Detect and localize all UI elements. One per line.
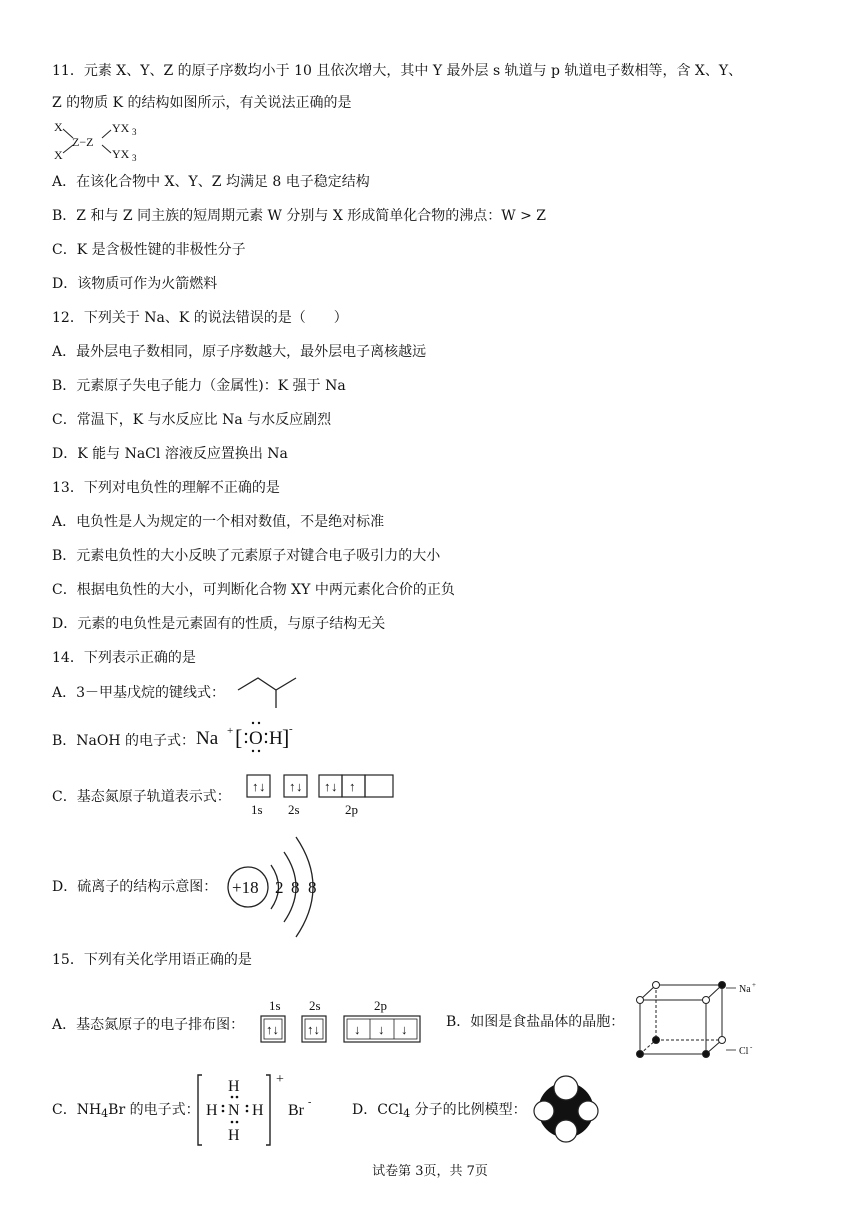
nh4-h-top: H — [228, 1078, 240, 1095]
br-charge: - — [308, 1097, 312, 1108]
q14-option-b: B．NaOH 的电子式： — [52, 733, 196, 749]
svg-text:↑: ↑ — [289, 779, 296, 794]
q15-option-a: A．基态氮原子的电子排布图： — [52, 1017, 245, 1033]
q15-label-2s: 2s — [309, 998, 321, 1013]
naoh-na: Na — [196, 728, 219, 749]
q11-option-b: B．Z 和与 Z 同主族的短周期元素 W 分别与 X 形成简单化合物的沸点：W > Z — [52, 208, 546, 224]
nh4-h-bottom: H — [228, 1127, 240, 1144]
q14-orbital-diagram — [246, 774, 396, 818]
svg-text:↓: ↓ — [354, 1022, 361, 1037]
q11-option-c: C．K 是含极性键的非极性分子 — [52, 242, 246, 258]
struct-x-top: X — [54, 120, 63, 134]
struct-x-bottom: X — [54, 148, 63, 162]
svg-text:↓: ↓ — [378, 1022, 385, 1037]
br-symbol: Br — [288, 1102, 304, 1119]
struct-yx3-bottom: YX — [112, 147, 130, 161]
q15-label-2p: 2p — [374, 998, 387, 1013]
q15-option-d — [352, 1101, 527, 1123]
q11-stem-line2: Z 的物质 K 的结构如图所示，有关说法正确的是 — [52, 95, 352, 111]
naoh-minus: - — [289, 723, 293, 735]
nh4-plus: + — [276, 1072, 284, 1087]
q12-option-d: D．K 能与 NaCl 溶液反应置换出 Na — [52, 446, 288, 462]
cell-label-cl: Cl — [739, 1046, 749, 1057]
nh4-h-right: H — [252, 1102, 264, 1119]
nh4-h-left: H — [206, 1102, 218, 1119]
q12-option-b: B．元素原子失电子能力（金属性)：K 强于 Na — [52, 378, 346, 394]
svg-text:↑↓: ↑↓ — [266, 1022, 279, 1037]
q15-d-suffix: 分子的比例模型： — [410, 1102, 527, 1118]
struct-z-z: Z−Z — [72, 135, 94, 149]
q13-stem: 13．下列对电负性的理解不正确的是 — [52, 480, 280, 496]
svg-text:↑↓: ↑↓ — [307, 1022, 320, 1037]
struct-sub3-bottom: 3 — [132, 153, 137, 163]
struct-yx3-top: YX — [112, 121, 130, 135]
q12-option-a: A．最外层电子数相同，原子序数越大，最外层电子离核越远 — [52, 344, 427, 360]
orbital-label-1s: 1s — [251, 802, 263, 817]
naoh-o: O — [249, 728, 263, 749]
q14-skeletal-formula — [236, 672, 306, 712]
orbital-label-2p: 2p — [345, 802, 358, 817]
q12-stem: 12．下列关于 Na、K 的说法错误的是（ ） — [52, 310, 348, 326]
struct-sub3-top: 3 — [132, 127, 137, 137]
naoh-h: H — [269, 728, 283, 749]
q14-option-a: A．3－甲基戊烷的键线式： — [52, 685, 226, 701]
svg-text:↓: ↓ — [401, 1022, 408, 1037]
q15-orbital-diagram — [258, 996, 428, 1046]
svg-text:↑: ↑ — [349, 779, 356, 794]
q12-option-c: C．常温下，K 与水反应比 Na 与水反应剧烈 — [52, 412, 332, 428]
svg-text:↓: ↓ — [259, 779, 266, 794]
svg-text:↓: ↓ — [296, 779, 303, 794]
q14-naoh-electron-formula — [196, 718, 306, 754]
q15-ccl4-space-filling-model — [534, 1074, 600, 1144]
q15-c-subscript: 4 — [101, 1107, 109, 1120]
q11-stem-line1: 11．元素 X、Y、Z 的原子序数均小于 10 且依次增大，其中 Y 最外层 s 轨道与 p 轨道电子数相等，含 X、Y、 — [52, 63, 743, 79]
q15-nh4br-electron-formula — [196, 1070, 316, 1152]
q13-option-d: D．元素的电负性是元素固有的性质，与原子结构无关 — [52, 616, 386, 632]
page-footer: 试卷第 3页，共 7页 — [372, 1164, 488, 1179]
q15-c-suffix: Br 的电子式： — [108, 1102, 200, 1118]
naoh-plus: + — [227, 725, 234, 737]
orbital-label-2s: 2s — [288, 802, 300, 817]
q11-option-a: A．在该化合物中 X、Y、Z 均满足 8 电子稳定结构 — [52, 174, 370, 190]
shell-electrons-2: 8 — [291, 878, 300, 897]
cell-label-na-charge: + — [752, 981, 756, 989]
naoh-bracket-left: [ — [235, 725, 243, 750]
nucleus-charge: +18 — [232, 878, 259, 897]
q11-structure-diagram — [52, 118, 152, 166]
q15-d-subscript: 4 — [403, 1107, 411, 1120]
naoh-bracket-right: ] — [282, 725, 290, 750]
q14-stem: 14．下列表示正确的是 — [52, 650, 196, 666]
q15-c-prefix: C．NH — [52, 1102, 102, 1118]
q15-d-prefix: D．CCl — [352, 1102, 404, 1118]
svg-text:↑: ↑ — [324, 779, 331, 794]
q13-option-c: C．根据电负性的大小，可判断化合物 XY 中两元素化合价的正负 — [52, 582, 455, 598]
q15-stem: 15．下列有关化学用语正确的是 — [52, 952, 252, 968]
q15-label-1s: 1s — [269, 998, 281, 1013]
shell-electrons-1: 2 — [275, 878, 284, 897]
q13-option-a: A．电负性是人为规定的一个相对数值，不是绝对标准 — [52, 514, 385, 530]
q11-option-d: D．该物质可作为火箭燃料 — [52, 276, 218, 292]
q15-option-b: B．如图是食盐晶体的晶胞： — [446, 1014, 625, 1030]
cell-label-na: Na — [739, 984, 751, 995]
q14-sulfide-ion-diagram — [226, 832, 330, 942]
q15-option-c — [52, 1101, 200, 1123]
nh4-n: N — [228, 1102, 240, 1119]
svg-text:↑: ↑ — [252, 779, 259, 794]
q14-option-d: D．硫离子的结构示意图： — [52, 879, 218, 895]
q14-option-c: C．基态氮原子轨道表示式： — [52, 789, 231, 805]
q15-nacl-unit-cell — [630, 980, 770, 1062]
q13-option-b: B．元素电负性的大小反映了元素原子对键合电子吸引力的大小 — [52, 548, 441, 564]
cell-label-cl-charge: - — [750, 1043, 753, 1051]
shell-electrons-3: 8 — [308, 878, 317, 897]
svg-text:↓: ↓ — [331, 779, 338, 794]
